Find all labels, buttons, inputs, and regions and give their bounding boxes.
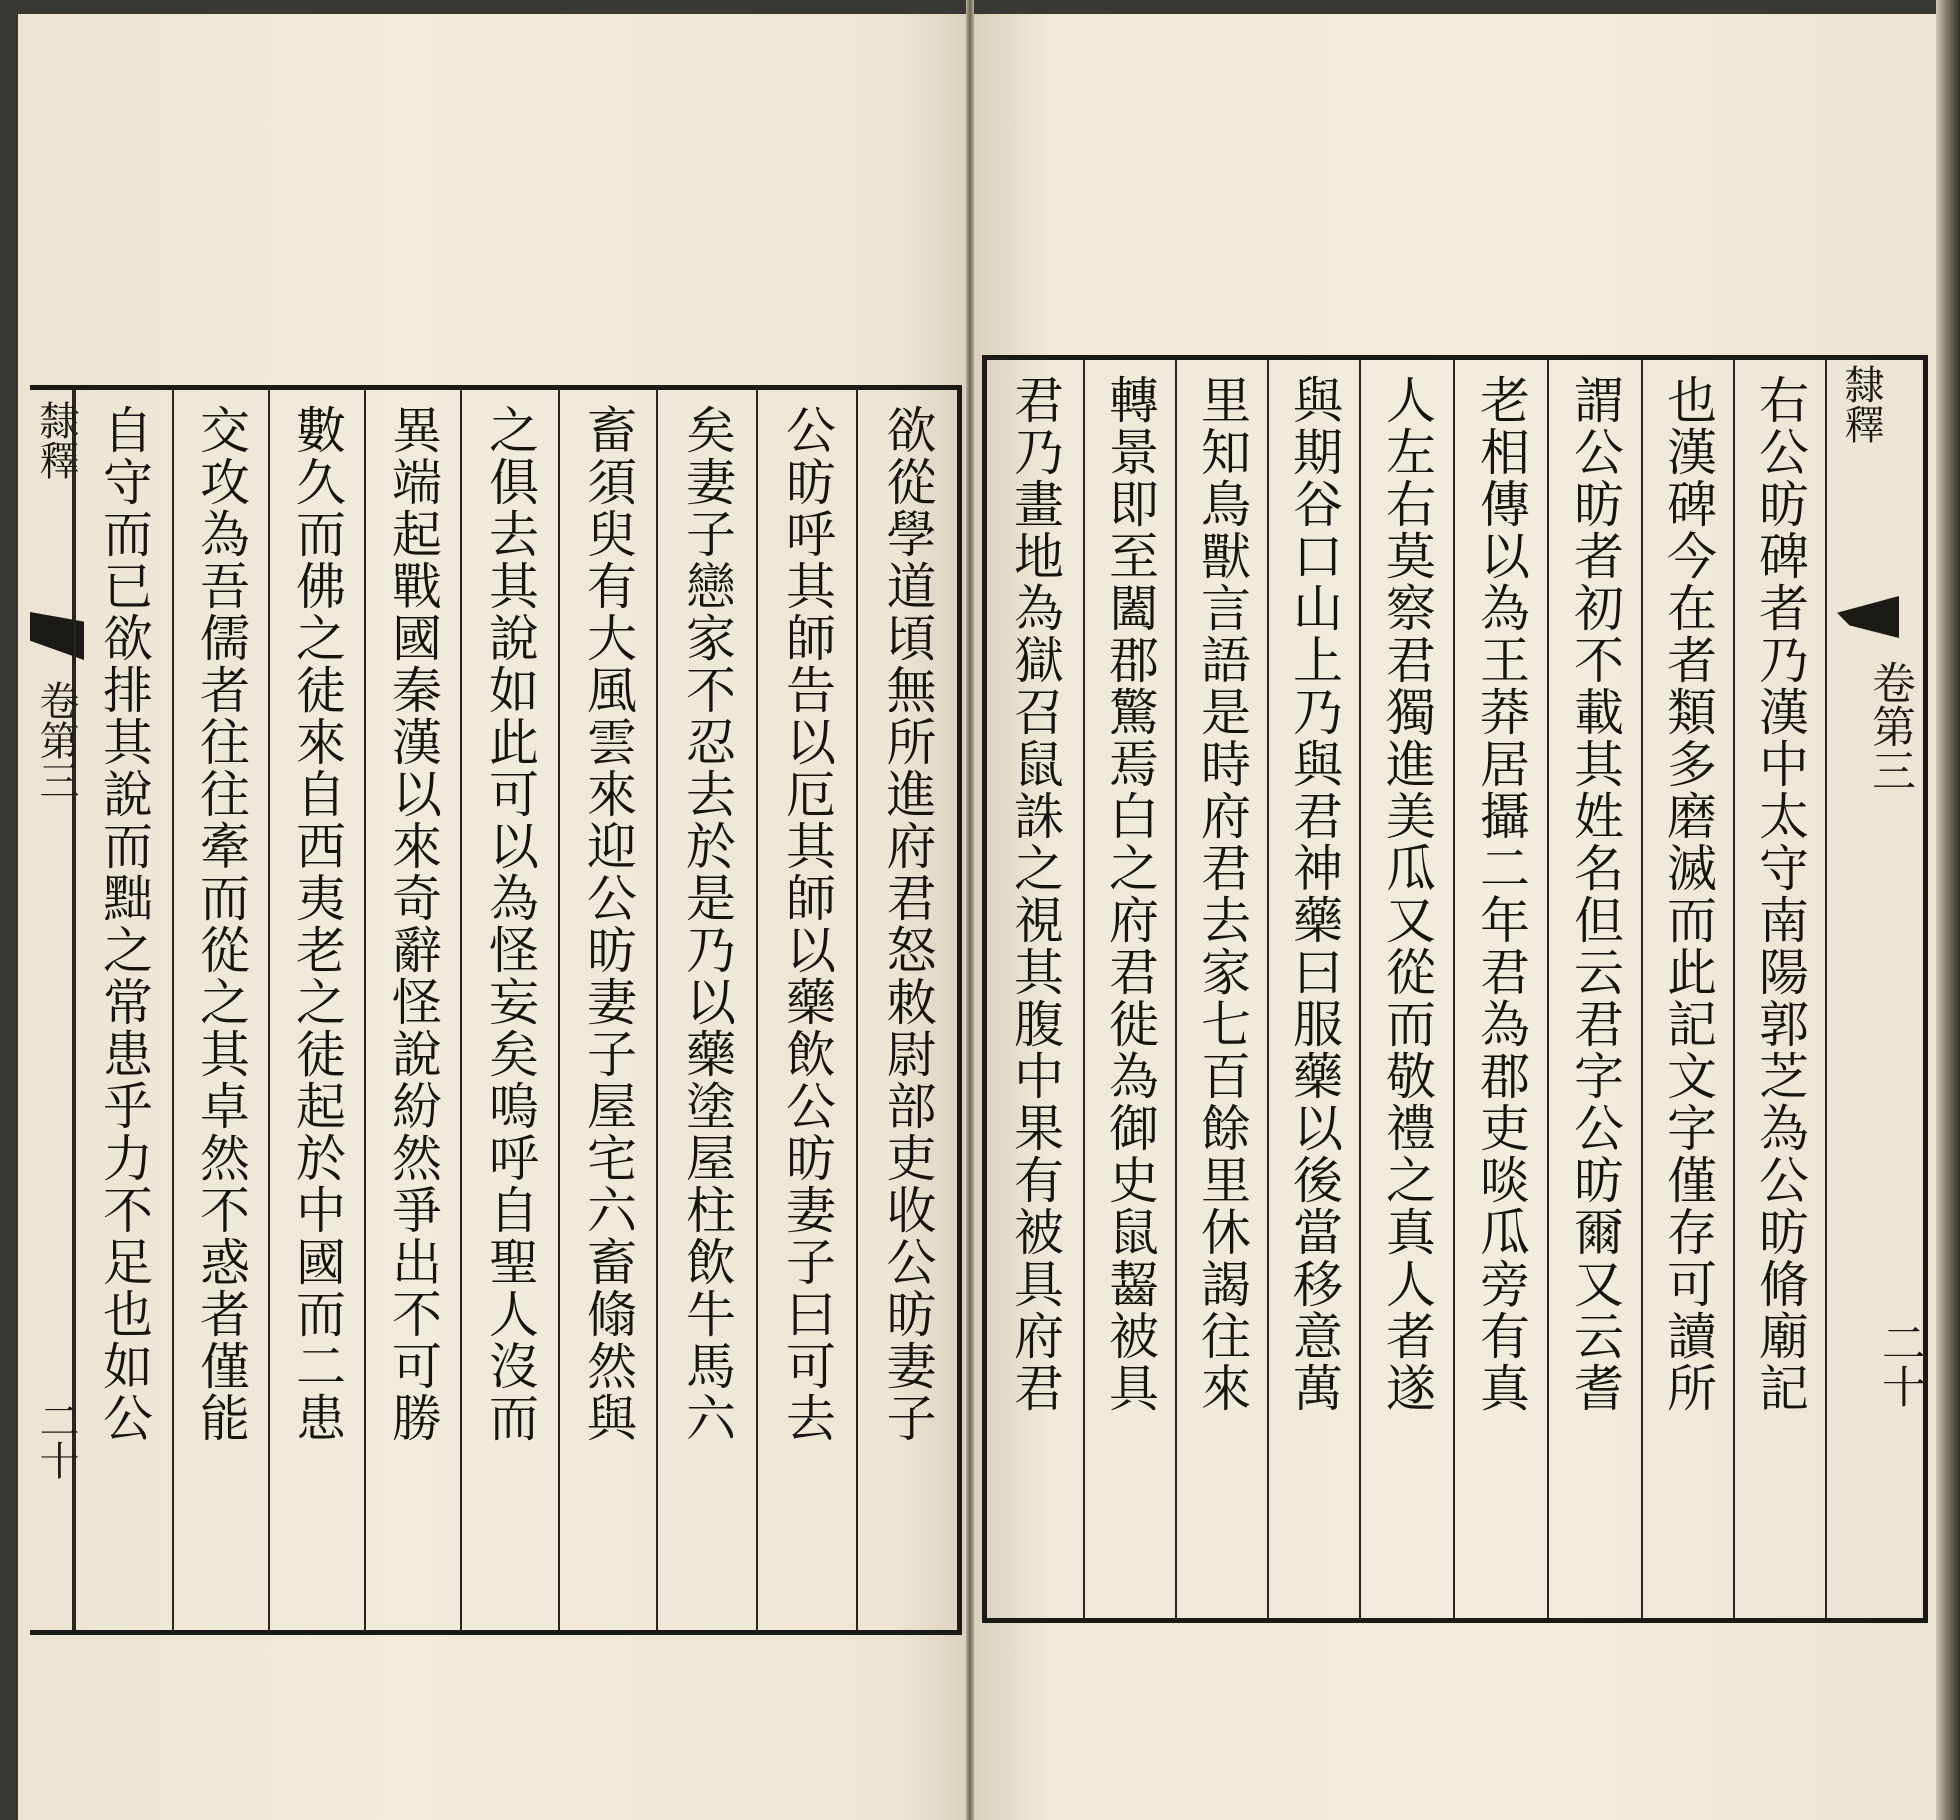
left-column-8 <box>172 390 268 1630</box>
left-column-3 <box>656 390 756 1630</box>
left-column-1 <box>856 390 957 1630</box>
right-column-9 <box>987 360 1083 1618</box>
text-column: 異端起戰國秦漢以來奇辭怪說紛然爭出不可勝 <box>384 404 442 1444</box>
text-column: 交攻為吾儒者往往牽而從之其卓然不惑者僅能 <box>192 404 250 1444</box>
right-text-frame <box>982 355 1928 1623</box>
text-column: 之俱去其說如此可以為怪妄矣嗚呼自聖人沒而 <box>481 404 539 1444</box>
fishtail-mark-right <box>1837 596 1899 638</box>
text-column: 畜須臾有大風雲來迎公昉妻子屋宅六畜翛然與 <box>579 404 637 1444</box>
text-column: 與期谷口山上乃與君神藥曰服藥以後當移意萬 <box>1285 374 1343 1414</box>
text-column: 矣妻子戀家不忍去於是乃以藥塗屋柱飲牛馬六 <box>678 404 736 1444</box>
left-column-9 <box>74 390 172 1630</box>
left-column-2 <box>756 390 856 1630</box>
right-block-heart <box>1825 360 1923 1618</box>
left-column-5 <box>460 390 558 1630</box>
right-column-8 <box>1083 360 1175 1618</box>
left-text-frame <box>30 385 962 1635</box>
text-column: 謂公昉者初不載其姓名但云君字公昉爾又云耆 <box>1566 374 1624 1414</box>
right-column-2 <box>1641 360 1733 1618</box>
left-heart-title: 隸釋 <box>33 400 79 480</box>
right-heart-title: 隸釋 <box>1838 364 1884 444</box>
left-column-7 <box>268 390 364 1630</box>
left-column-6 <box>364 390 460 1630</box>
right-column-3 <box>1547 360 1641 1618</box>
left-heart-leaf: 二十 <box>33 1400 79 1480</box>
text-column: 右公昉碑者乃漢中太守南陽郭芝為公昉脩廟記 <box>1751 374 1809 1414</box>
right-column-1 <box>1733 360 1825 1618</box>
text-column: 公昉呼其師告以厄其師以藥飲公昉妻子曰可去 <box>778 404 836 1444</box>
right-heart-leaf: 二十 <box>1874 1320 1925 1408</box>
text-column: 君乃畫地為獄召鼠誅之視其腹中果有被具府君 <box>1006 374 1064 1414</box>
book-edge <box>1936 0 1960 1820</box>
text-column: 老相傳以為王莽居攝二年君為郡吏啖瓜旁有真 <box>1472 374 1530 1414</box>
text-column: 數久而佛之徒來自西夷老之徒起於中國而二患 <box>288 404 346 1444</box>
text-column: 欲從學道頃無所進府君怒敇尉部吏收公昉妻子 <box>878 404 937 1444</box>
right-column-4 <box>1453 360 1547 1618</box>
text-column: 里知鳥獸言語是時府君去家七百餘里休謁往來 <box>1193 374 1251 1414</box>
right-heart-volume: 卷第三 <box>1864 660 1915 792</box>
left-heart-volume: 卷第三 <box>33 680 79 800</box>
left-column-4 <box>558 390 656 1630</box>
text-column: 人左右莫察君獨進美瓜又從而敬禮之真人者遂 <box>1378 374 1436 1414</box>
right-column-6 <box>1267 360 1359 1618</box>
right-column-5 <box>1359 360 1453 1618</box>
text-column: 轉景即至闔郡驚焉白之府君徙為御史鼠齧被具 <box>1101 374 1159 1414</box>
right-column-7 <box>1175 360 1267 1618</box>
left-block-heart <box>30 390 79 1630</box>
book-gutter <box>966 0 974 1820</box>
text-column: 也漢碑今在者類多磨滅而此記文字僅存可讀所 <box>1659 374 1717 1414</box>
text-column: 自守而已欲排其說而黜之常患乎力不足也如公 <box>95 404 153 1444</box>
